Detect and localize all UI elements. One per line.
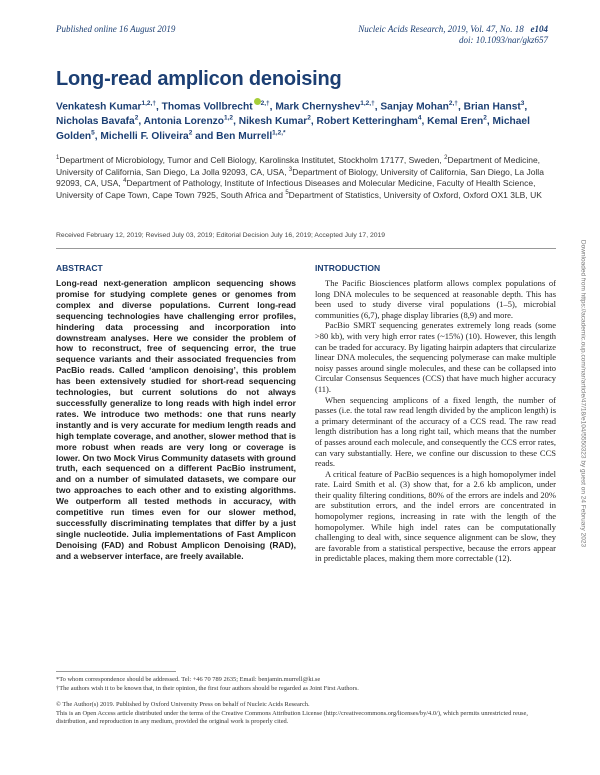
author-name: Michael Golden xyxy=(56,116,530,143)
author-affiliation-marker: 1,2,* xyxy=(272,130,286,137)
intro-paragraph: When sequencing amplicons of a fixed length, the number of passes (i.e. the total raw read length divided by the amplicon length) is a primary determinant of the accuracy of a CCS read. The raw read length distribution has a long right tail, which means that the number of passes around each molecule, and consequently the CCS error rates, can vary substantially. Here, we confine our discussion to these CCS reads. xyxy=(315,394,556,469)
footnote-correspondence: *To whom correspondence should be addressed. Tel: +46 70 789 2635; Email: benjamin.murrell@ki.se xyxy=(56,676,321,683)
author-name: Mark Chernyshev xyxy=(275,101,361,113)
affiliation-number: 1 xyxy=(56,155,60,162)
affiliation-text: Department of Biology, University of California, San Diego, La Jolla 92093, CA, USA, xyxy=(56,166,544,188)
author-separator: , xyxy=(233,116,239,128)
author-separator: , xyxy=(524,101,528,113)
author-separator: , xyxy=(269,101,276,113)
copyright-footer xyxy=(56,701,556,727)
affiliation-number: 2 xyxy=(444,155,448,162)
section-divider xyxy=(56,248,556,249)
intro-paragraph: PacBio SMRT sequencing generates extremely long reads (some >80 kb), with very high error rates (~15%) (10). However, this length can be traded for accuracy. By ligating hairpin adapters that circularize linear DNA molecules, the sequencing polymerase can make multiple noisy passes around single molecules, and these can be collapsed into Circular Consensus Sequences (CCS) that have much higher accuracy (11). xyxy=(315,320,556,394)
author-separator: , xyxy=(457,101,464,113)
author-separator: , xyxy=(421,116,428,128)
article-id: e104 xyxy=(530,24,548,34)
orcid-icon[interactable] xyxy=(254,98,261,105)
author-name: Thomas Vollbrecht xyxy=(161,101,253,113)
doi[interactable]: doi: 10.1093/nar/gkz657 xyxy=(459,35,548,45)
published-date: Published online 16 August 2019 xyxy=(56,24,176,34)
author-separator: , xyxy=(138,116,144,128)
author-separator: , xyxy=(94,131,101,143)
author-affiliation-marker: 2 xyxy=(188,130,193,137)
intro-paragraph: The Pacific Biosciences platform allows complex populations of long DNA molecules to be sequenced at reasonable depth. This has been used to study diverse viral populations (1–5), microbial communities (6,7), phage display libraries (8,9) and more. xyxy=(315,278,556,320)
affiliations xyxy=(56,155,556,201)
author-name: Sanjay Mohan xyxy=(380,101,449,113)
author-list xyxy=(56,98,556,144)
author-separator: and xyxy=(192,131,217,143)
author-name: Venkatesh Kumar xyxy=(56,101,142,113)
journal-citation: Nucleic Acids Research, 2019, Vol. 47, No. 18 xyxy=(358,24,524,34)
affiliation-text: Department of Pathology, Institute of Infectious Diseases and Molecular Medicine, Faculty of Health Science, University of Cape Town, Cape Town 7925, South Africa and xyxy=(56,178,536,200)
author-name: Kemal Eren xyxy=(427,116,484,128)
author-affiliation-marker: 2 xyxy=(307,115,311,122)
author-name: Michelli F. Oliveira xyxy=(100,131,189,143)
affiliation-number: 3 xyxy=(288,166,293,173)
affiliation-text: Department of Microbiology, Tumor and Cell Biology, Karolinska Institutet, Stockholm 17177, Sweden, xyxy=(59,155,445,165)
download-sidebar xyxy=(578,200,590,590)
author-separator: , xyxy=(310,116,317,128)
author-separator: , xyxy=(486,116,493,128)
introduction-heading: INTRODUCTION xyxy=(315,263,381,273)
footnote-divider xyxy=(56,671,176,672)
download-note[interactable]: Downloaded from https://academic.oup.com/nar/article/47/18/e104/5550323 by guest on 24 February 2023 xyxy=(579,239,587,548)
author-name: Antonia Lorenzo xyxy=(143,116,225,128)
author-name: Ben Murrell xyxy=(216,131,273,143)
affiliation-text: Department of Statistics, University of Oxford, Oxford OX1 3LB, UK xyxy=(288,189,542,200)
author-name: Nikesh Kumar xyxy=(238,116,308,128)
author-affiliation-marker: 2,† xyxy=(260,100,270,107)
introduction-body xyxy=(315,278,556,564)
received-dates: Received February 12, 2019; Revised July 03, 2019; Editorial Decision July 16, 2019; Accepted July 17, 2019 xyxy=(56,232,386,239)
affiliation-text: Department of Medicine, University of California, San Diego, La Jolla 92093, CA, USA, xyxy=(56,155,541,177)
license-line: This is an Open Access article distributed under the terms of the Creative Commons Attribution License (http://creativecommons.org/licenses/by/4.0/), which permits unrestricted reuse, distribution, and reproduction in any medium, provided the original work is properly cited. xyxy=(56,709,528,725)
affiliation-number: 4 xyxy=(123,178,127,185)
footnote-joint-authors: †The authors wish it to be known that, in their opinion, the first four authors should be regarded as Joint First Authors. xyxy=(56,684,359,692)
author-affiliation-marker: 2,† xyxy=(448,100,458,107)
journal-header xyxy=(358,24,548,46)
author-affiliation-marker: 2 xyxy=(134,115,139,122)
author-name: Brian Hanst xyxy=(463,101,521,113)
abstract-text: Long-read next-generation amplicon sequencing shows promise for studying complete genes or genomes from complex and diverse populations. Current long-read sequencing technologies have challenging error profiles, hindering data processing and incorporation into downstream analyses. Here we consider the problem of how to reconstruct, free of sequencing error, the true sequence variants and their associated frequencies from PacBio reads. Called ‘amplicon denoising’, this problem has been extensively studied for short-read sequencing technologies, but current solutions do not always successfully generalize to long reads with high indel error rates. We introduce two methods: one that runs nearly instantly and is very accurate for medium length reads and high template coverage, and another, slower method that is more robust when reads are very long or coverage is lower. On two Mock Virus Community datasets with ground truth, each sequenced on a different PacBio instrument, and on a number of simulated datasets, we compare our two approaches to each other and to existing algorithms. We outperform all tested methods in accuracy, with competitive run times even for our slower method, successfully discriminating templates that differ by a just single nucleotide. Julia implementations of Fast Amplicon Denoising (FAD) and Robust Amplicon Denoising (RAD), and a webserver interface, are freely available. xyxy=(56,278,296,561)
author-affiliation-marker: 5 xyxy=(91,130,95,137)
author-separator: , xyxy=(374,101,381,113)
author-name: Nicholas Bavafa xyxy=(56,116,135,128)
author-affiliation-marker: 3 xyxy=(520,100,525,107)
author-affiliation-marker: 1,2 xyxy=(224,115,234,122)
affiliation-number: 5 xyxy=(285,189,289,196)
copyright-line: © The Author(s) 2019. Published by Oxford University Press on behalf of Nucleic Acids Research. xyxy=(56,701,310,708)
author-affiliation-marker: 1,2,† xyxy=(141,100,156,107)
abstract-heading: ABSTRACT xyxy=(56,263,103,273)
author-affiliation-marker: 1,2,† xyxy=(360,100,375,107)
author-name: Robert Ketteringham xyxy=(316,116,418,128)
intro-paragraph: A critical feature of PacBio sequences is a high homopolymer indel rate. Laird Smith et al. (3) show that, for a 2.6 kb amplicon, under their quality filtering conditions, 80% of the errors are indels and 20% are substitution errors, and the indel errors are concentrated in homopolymer regions, increasing in rate with the length of the homopolymer. While high indel rates can be computationally challenging to deal with, since sequence alignment can be slow, they are favorable from a statistical perspective, because the errors appear in predictable places, making them more correctable (12). xyxy=(315,468,556,564)
author-separator: , xyxy=(155,101,162,113)
author-affiliation-marker: 4 xyxy=(417,115,422,122)
footnotes xyxy=(56,676,556,693)
author-affiliation-marker: 2 xyxy=(483,115,487,122)
paper-title: Long-read amplicon denoising xyxy=(56,68,342,90)
